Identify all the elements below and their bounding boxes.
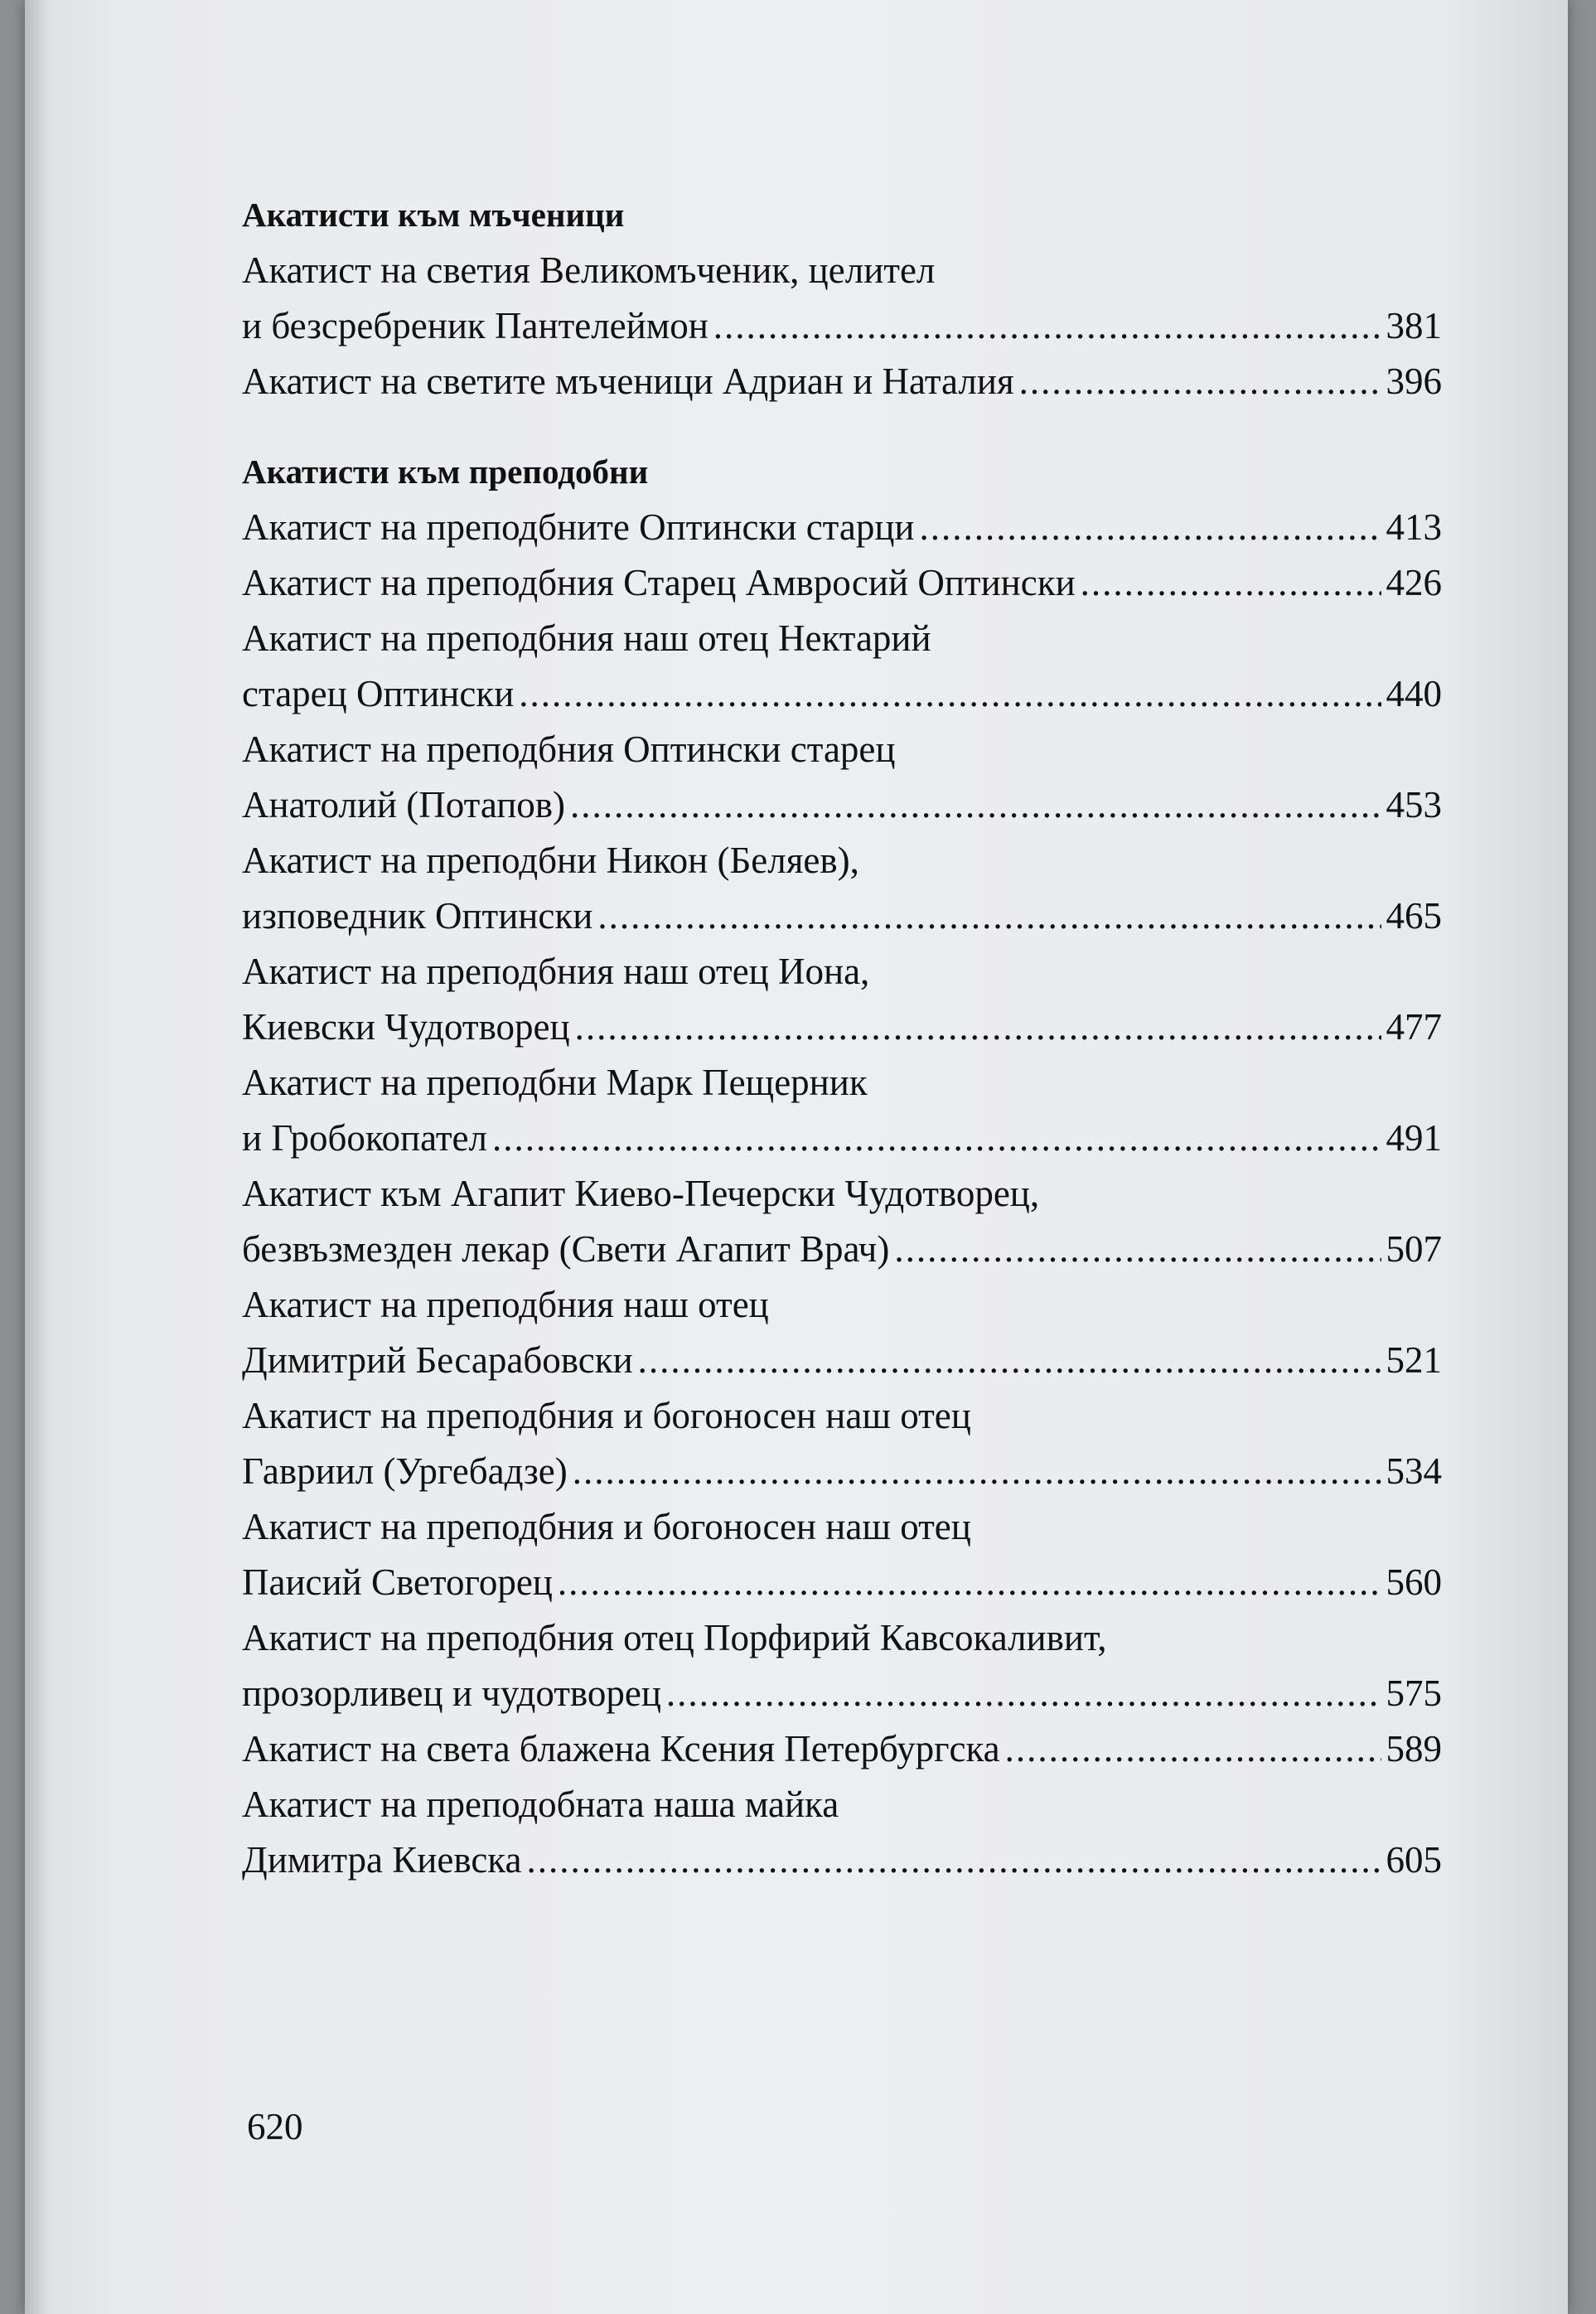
entry-title-line: Киевски Чудотворец [242,1006,570,1048]
entry-last-line [242,1444,1442,1499]
toc-entry [242,1721,1442,1777]
entry-page-number: 521 [1386,1339,1442,1381]
toc-entry [242,833,1442,944]
dot-leader [570,777,1381,833]
dot-leader [666,1666,1381,1721]
entry-last-line [242,555,1442,611]
toc-entry [242,354,1442,409]
entry-title-line: Паисий Светогорец [242,1561,553,1603]
toc-entry [242,1277,1442,1388]
dot-leader [492,1111,1381,1166]
section-heading: Акатисти към преподобни [242,453,649,491]
toc-entry [242,243,1442,354]
toc-entry [242,1777,1442,1888]
entry-title-line: Акатист на преподбния наш отец Нектарий [242,617,931,659]
entry-last-line [242,1333,1442,1388]
toc-entry [242,1388,1442,1499]
entry-last-line [242,1111,1442,1166]
entry-title-line: прозорливец и чудотворец [242,1673,661,1714]
entry-title-line: и безсребреник Пантелеймон [242,305,709,346]
entry-title-line: Акатист на преподбния Оптински старец [242,729,896,770]
entry-title-line: Акатист на преподбния и богоносен наш отец [242,1395,971,1436]
entry-title-line: Акатист на преподбните Оптински старци [242,506,915,548]
toc-section [242,187,1442,409]
entry-title-line: безвъзмезден лекар (Свети Агапит Врач) [242,1228,890,1270]
dot-leader [638,1333,1381,1388]
table-of-contents [242,187,1442,1888]
dot-leader [1019,354,1381,409]
entry-title-line: и Гробокопател [242,1117,487,1159]
entry-last-line [242,888,1442,944]
entry-page-number: 381 [1386,305,1442,346]
entry-title-line: Акатист на света блажена Ксения Петербургска [242,1728,1000,1769]
toc-section [242,444,1442,1888]
entry-page-number: 507 [1386,1228,1442,1270]
entry-page-number: 477 [1386,1006,1442,1048]
section-heading: Акатисти към мъченици [242,196,625,234]
entry-page-number: 560 [1386,1561,1442,1603]
entry-last-line [242,500,1442,555]
entry-page-number: 605 [1386,1839,1442,1881]
dot-leader [713,298,1381,354]
entry-title-line: Гавриил (Ургебадзе) [242,1450,568,1492]
dot-leader [575,1000,1381,1055]
toc-entry [242,611,1442,722]
toc-entry [242,555,1442,611]
entry-last-line [242,298,1442,354]
entry-title-line: Акатист на преподбния отец Порфирий Кавсокаливит, [242,1617,1107,1658]
entry-last-line [242,1000,1442,1055]
entry-page-number: 589 [1386,1728,1442,1769]
entry-title-line: Акатист на преподбния Старец Амвросий Оптински [242,562,1076,603]
dot-leader [573,1444,1381,1499]
entry-last-line [242,1555,1442,1610]
entry-page-number: 413 [1386,506,1442,548]
toc-entry [242,500,1442,555]
entry-page-number: 534 [1386,1450,1442,1492]
toc-entry [242,1055,1442,1166]
entry-page-number: 426 [1386,562,1442,603]
entry-title-line: Акатист към Агапит Киево-Печерски Чудотворец, [242,1173,1040,1214]
entry-title-line: изповедник Оптински [242,895,593,937]
toc-entry [242,722,1442,833]
entry-title-line: Акатист на светия Великомъченик, целител [242,249,936,291]
entry-last-line [242,1721,1442,1777]
entry-title-line: Акатист на преподбния наш отец Иона, [242,951,870,992]
entry-page-number: 396 [1386,361,1442,402]
entry-title-line: Акатист на преподбни Марк Пещерник [242,1062,868,1103]
entry-page-number: 575 [1386,1673,1442,1714]
entry-page-number: 453 [1386,784,1442,825]
entry-page-number: 465 [1386,895,1442,937]
dot-leader [597,888,1381,944]
dot-leader [920,500,1381,555]
entry-title-line: Акатист на светите мъченици Адриан и Наталия [242,361,1014,402]
entry-title-line: Акатист на преподбни Никон (Беляев), [242,840,859,881]
entry-last-line [242,1666,1442,1721]
toc-entry [242,944,1442,1055]
dot-leader [519,666,1381,722]
entry-last-line [242,1222,1442,1277]
entry-title-line: Анатолий (Потапов) [242,784,566,825]
entry-last-line [242,666,1442,722]
toc-entry [242,1610,1442,1721]
dot-leader [558,1555,1381,1610]
entry-title-line: Димитра Киевска [242,1839,522,1881]
dot-leader [1005,1721,1381,1777]
page-number: 620 [247,2106,303,2147]
entry-last-line [242,1832,1442,1888]
entry-title-line: Акатист на преподбния наш отец [242,1284,769,1325]
toc-entry [242,1166,1442,1277]
dot-leader [1081,555,1381,611]
dot-leader [894,1222,1381,1277]
entry-last-line [242,354,1442,409]
entry-last-line [242,777,1442,833]
entry-title-line: Димитрий Бесарабовски [242,1339,633,1381]
book-page [25,0,1568,2314]
entry-page-number: 440 [1386,673,1442,714]
entry-title-line: старец Оптински [242,673,515,714]
entry-page-number: 491 [1386,1117,1442,1159]
entry-title-line: Акатист на преподбния и богоносен наш отец [242,1506,971,1547]
entry-title-line: Акатист на преподобната наша майка [242,1784,839,1825]
toc-entry [242,1499,1442,1610]
dot-leader [526,1832,1381,1888]
